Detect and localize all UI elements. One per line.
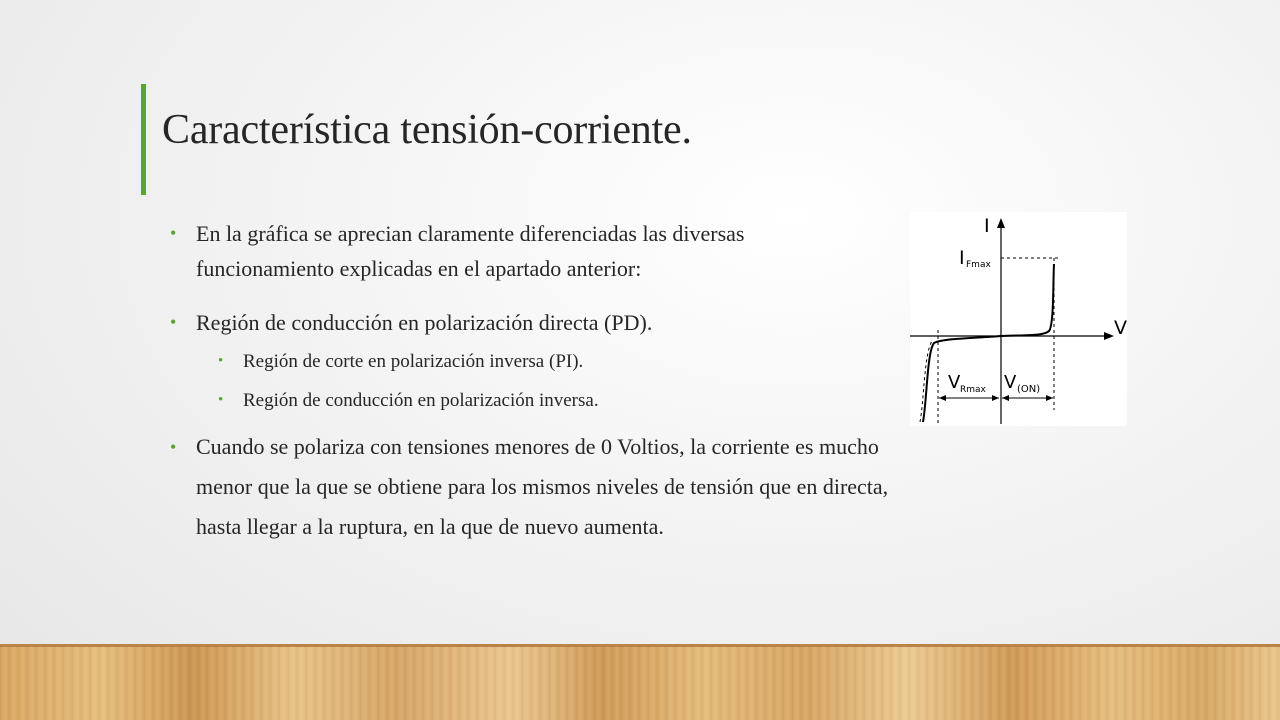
- arrow-right-icon: [992, 395, 999, 401]
- bullet-dot-icon: •: [218, 392, 224, 408]
- bullet-line: funcionamiento explicadas en el apartado anterior:: [196, 256, 642, 281]
- x-axis-label: V: [1114, 317, 1127, 339]
- bullet-line: En la gráfica se aprecian claramente diferenciadas las diversas: [196, 221, 745, 246]
- bullet-line: Región de conducción en polarización directa (PD).: [196, 310, 653, 335]
- y-axis-arrow-icon: [997, 218, 1005, 228]
- bullet-line: hasta llegar a la ruptura, en la que de nuevo aumenta.: [196, 514, 664, 539]
- ifmax-label: I: [959, 247, 965, 269]
- slide-title: Característica tensión-corriente.: [162, 107, 692, 153]
- ifmax-subscript: Fmax: [966, 260, 991, 270]
- title-accent-bar: [141, 84, 146, 195]
- arrow-left-icon: [1002, 395, 1009, 401]
- bullet-item: [170, 427, 1130, 547]
- vrmax-subscript: Rmax: [960, 385, 986, 395]
- vrmax-label: V: [948, 372, 961, 393]
- bullet-line: Región de corte en polarización inversa (PI).: [243, 351, 584, 372]
- diode-iv-figure: [910, 212, 1127, 426]
- bullet-line: menor que la que se obtiene para los mismos niveles de tensión que en directa,: [196, 474, 889, 499]
- bullet-line: Cuando se polariza con tensiones menores de 0 Voltios, la corriente es mucho: [196, 434, 879, 459]
- von-subscript: (ON): [1017, 384, 1041, 395]
- x-axis-arrow-icon: [1104, 332, 1114, 340]
- bullet-dot-icon: •: [218, 353, 224, 369]
- bullet-dot-icon: •: [170, 223, 177, 243]
- von-label: V: [1004, 372, 1017, 393]
- bullet-line: Región de conducción en polarización inversa.: [243, 390, 599, 411]
- bullet-dot-icon: •: [170, 312, 177, 332]
- wood-floor-decoration: [0, 644, 1280, 720]
- bullet-dot-icon: •: [170, 437, 177, 457]
- y-axis-label: I: [984, 215, 990, 237]
- arrow-right-icon: [1046, 395, 1053, 401]
- arrow-left-icon: [939, 395, 946, 401]
